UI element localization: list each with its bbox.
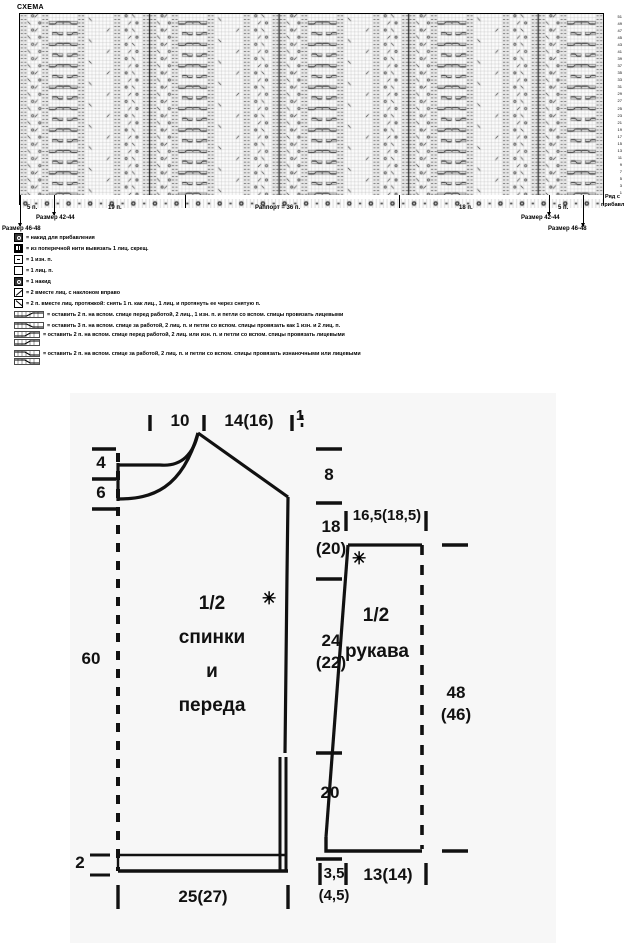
chart-row-number: 33 xyxy=(617,77,622,83)
label-sleeve-cuff-width: 13(14) xyxy=(363,865,413,884)
legend-item-label: = 2 вместе лиц. с наклоном вправо xyxy=(26,289,120,296)
body-armhole-line xyxy=(285,497,288,753)
chart-row-number: 51 xyxy=(617,14,622,19)
chart-row-number: 35 xyxy=(617,70,622,76)
tick-repeat-start xyxy=(185,195,186,208)
chart-row-number: 29 xyxy=(617,91,622,97)
chart-row-number: 21 xyxy=(617,119,622,125)
legend-item xyxy=(14,298,614,309)
legend-item-label: = оставить 2 п. на вспом. спице перед работой, 2 лиц. или изн. п. и петли со вспом. спицы провязать лицевыми xyxy=(43,331,345,338)
chart-row-number: 25 xyxy=(617,105,622,111)
label-left-19p: 19 п. xyxy=(108,205,122,211)
label-right-18p: 18 п. xyxy=(459,205,473,211)
legend-item-label: = оставить 2 п. на вспом. спице за работой, 2 лиц. п. и петли со вспом. спицы провязать изнаночными или лицевыми xyxy=(43,350,361,357)
chart-row-number: 7 xyxy=(619,168,622,174)
tick-size-46-48-left xyxy=(20,195,21,226)
schematic-drawing xyxy=(70,393,556,943)
label-right-5p: 5 п. xyxy=(558,205,569,211)
label-sleeve-length-alt: (46) xyxy=(440,705,472,724)
legend-item-label: = 1 накид xyxy=(26,278,51,285)
label-body-title-2: спинки xyxy=(178,627,246,648)
ssk-left-icon xyxy=(14,299,23,308)
label-shoulder-slope: 1 xyxy=(295,407,305,424)
tick-repeat-end xyxy=(399,195,400,208)
label-increase-row-line1: Ряд с xyxy=(605,194,620,200)
chart-legend xyxy=(14,232,614,369)
make-one-twisted-icon xyxy=(14,244,23,253)
legend-item xyxy=(14,243,614,254)
label-neck-back-depth: 4 xyxy=(96,453,106,472)
body-star-marker: ✳ xyxy=(262,589,277,608)
label-armhole-depth-alt: (20) xyxy=(315,539,347,558)
chart-row-number: 1 xyxy=(619,190,622,195)
label-side-upper-alt: (22) xyxy=(315,653,347,672)
chart-row-numbers xyxy=(604,13,624,195)
cable-icon xyxy=(14,350,40,365)
knit-stitch-icon xyxy=(14,266,23,275)
chart-row-number: 47 xyxy=(617,28,622,34)
cable-icon xyxy=(14,331,40,346)
chart-row-number: 17 xyxy=(617,133,622,139)
cable-icon xyxy=(14,322,44,329)
chart-row-number: 13 xyxy=(617,147,622,153)
legend-item-label: = из поперечной нити вывязать 1 лиц. скрещ. xyxy=(26,245,149,252)
legend-item xyxy=(14,331,614,350)
legend-item-label: = оставить 3 п. на вспом. спице за работой, 2 лиц. п. и петли со вспом. спицы провязать как 1 изн. и 2 лиц. п. xyxy=(47,322,341,329)
label-body-title-1: 1/2 xyxy=(198,593,226,614)
chart-row-number: 5 xyxy=(619,175,622,181)
label-armhole-top: 8 xyxy=(324,465,334,484)
label-size-42-44-right: Размер 42-44 xyxy=(521,215,560,221)
label-body-title-4: переда xyxy=(178,695,246,716)
legend-item-label: = накид для прибавления xyxy=(26,234,95,241)
chart-title: СХЕМА xyxy=(17,4,45,11)
chart-grid xyxy=(19,13,604,197)
chart-row-number: 41 xyxy=(617,49,622,55)
label-sleeve-length: 48 xyxy=(446,683,466,702)
tick-size-42-44-right xyxy=(549,195,550,215)
label-armhole-depth: 18 xyxy=(321,517,341,536)
label-side-upper: 24 xyxy=(321,631,341,650)
tick-size-42-44-left xyxy=(54,195,55,215)
legend-item-label: = 1 лиц. п. xyxy=(26,267,53,274)
label-sleeve-top-width: 16,5(18,5) xyxy=(352,507,422,524)
cable-icon xyxy=(14,311,44,318)
tick-size-46-48-right xyxy=(583,195,584,226)
label-repeat: Раппорт = 36 п. xyxy=(255,205,301,211)
chart-row-number: 3 xyxy=(619,182,622,188)
label-side-lower: 20 xyxy=(320,783,340,802)
label-body-title-3: и xyxy=(206,661,218,682)
label-bottom-width: 25(27) xyxy=(178,887,228,906)
label-total-height: 60 xyxy=(81,649,101,668)
label-size-46-48-left: Размер 46-48 xyxy=(2,226,41,232)
chart-row-number: 45 xyxy=(617,35,622,41)
yarn-over-increase-icon xyxy=(14,233,23,242)
label-hem-height: 2 xyxy=(75,853,85,872)
garment-schematic-panel xyxy=(70,393,556,943)
chart-row-number: 39 xyxy=(617,56,622,62)
knitting-chart-panel xyxy=(0,0,626,390)
legend-item xyxy=(14,309,614,320)
chart-row-number: 9 xyxy=(619,161,622,167)
chart-row-number: 11 xyxy=(617,154,622,160)
legend-item xyxy=(14,254,614,265)
label-size-42-44-left: Размер 42-44 xyxy=(36,215,75,221)
legend-item xyxy=(14,287,614,298)
legend-item xyxy=(14,265,614,276)
sleeve-cuff xyxy=(326,837,422,851)
purl-stitch-icon xyxy=(14,255,23,264)
sleeve-star-marker: ✳ xyxy=(352,549,367,568)
label-neck-front-depth: 6 xyxy=(96,483,106,502)
chart-row-number: 49 xyxy=(617,21,622,27)
label-neck-to-shoulder: 14(16) xyxy=(224,411,274,430)
chart-row-number: 19 xyxy=(617,126,622,132)
label-sleeve-title-2: рукава xyxy=(345,641,409,662)
chart-row-number: 15 xyxy=(617,140,622,146)
legend-item xyxy=(14,350,614,369)
label-sleeve-title-1: 1/2 xyxy=(362,605,390,626)
chart-grid-canvas xyxy=(20,14,603,196)
chart-row-number: 37 xyxy=(617,63,622,69)
yarn-over-icon xyxy=(14,277,23,286)
label-size-46-48-right: Размер 46-48 xyxy=(548,226,587,232)
chart-row-number: 23 xyxy=(617,112,622,118)
legend-item xyxy=(14,320,614,331)
legend-item xyxy=(14,276,614,287)
k2tog-right-icon xyxy=(14,288,23,297)
label-left-5p: 5 п. xyxy=(27,205,38,211)
chart-row-number: 27 xyxy=(617,98,622,104)
legend-item-label: = 2 п. вместе лиц. протяжкой: снять 1 п. как лиц., 1 лиц. и протянуть ее через снятую п. xyxy=(26,300,261,307)
body-shoulder-slope xyxy=(198,433,288,497)
chart-row-number: 31 xyxy=(617,84,622,90)
label-increase-row-line2: прибавл xyxy=(601,202,625,208)
legend-item xyxy=(14,232,614,243)
label-sleeve-cuff-height-alt: (4,5) xyxy=(318,887,350,904)
chart-row-number: 43 xyxy=(617,42,622,48)
legend-item-label: = оставить 2 п. на вспом. спице перед работой, 2 лиц., 1 изн. п. и петли со вспом. спицы провязать лицевыми xyxy=(47,311,344,318)
chart-increase-row xyxy=(19,195,604,205)
label-shoulder-width: 10 xyxy=(170,411,190,430)
legend-item-label: = 1 изн. п. xyxy=(26,256,53,263)
label-sleeve-cuff-height: 3,5 xyxy=(323,865,345,882)
